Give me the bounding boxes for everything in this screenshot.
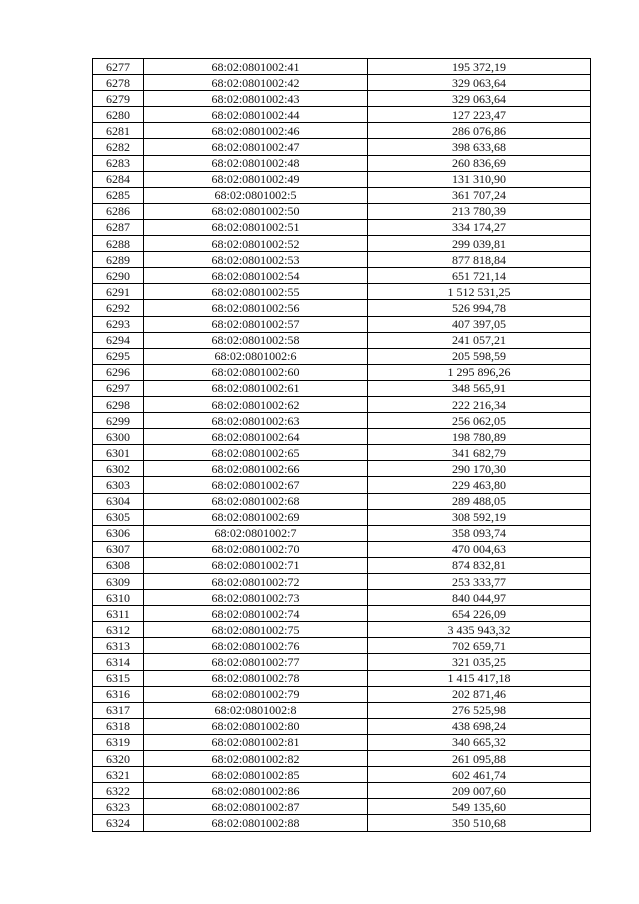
table-row [93, 445, 591, 461]
value-cell: 222 216,34 [368, 396, 591, 412]
row-number-cell: 6286 [93, 203, 144, 219]
table-row [93, 380, 591, 396]
value-cell: 361 707,24 [368, 187, 591, 203]
value-cell: 209 007,60 [368, 783, 591, 799]
row-number-cell: 6280 [93, 107, 144, 123]
cadastral-number-cell: 68:02:0801002:57 [144, 316, 368, 332]
value-cell: 202 871,46 [368, 686, 591, 702]
table-row [93, 187, 591, 203]
row-number-cell: 6317 [93, 702, 144, 718]
cadastral-number-cell: 68:02:0801002:88 [144, 815, 368, 831]
row-number-cell: 6277 [93, 59, 144, 75]
value-cell: 398 633,68 [368, 139, 591, 155]
table-row [93, 718, 591, 734]
table-row [93, 75, 591, 91]
row-number-cell: 6292 [93, 300, 144, 316]
cadastral-number-cell: 68:02:0801002:80 [144, 718, 368, 734]
table-row [93, 477, 591, 493]
row-number-cell: 6295 [93, 348, 144, 364]
table-row [93, 91, 591, 107]
row-number-cell: 6303 [93, 477, 144, 493]
cadastral-number-cell: 68:02:0801002:42 [144, 75, 368, 91]
table-row [93, 799, 591, 815]
cadastral-number-cell: 68:02:0801002:64 [144, 429, 368, 445]
value-cell: 286 076,86 [368, 123, 591, 139]
value-cell: 340 665,32 [368, 734, 591, 750]
cadastral-number-cell: 68:02:0801002:6 [144, 348, 368, 364]
row-number-cell: 6288 [93, 236, 144, 252]
value-cell: 341 682,79 [368, 445, 591, 461]
row-number-cell: 6299 [93, 413, 144, 429]
table-row [93, 509, 591, 525]
row-number-cell: 6323 [93, 799, 144, 815]
row-number-cell: 6289 [93, 252, 144, 268]
cadastral-number-cell: 68:02:0801002:87 [144, 799, 368, 815]
table-row [93, 203, 591, 219]
cadastral-number-cell: 68:02:0801002:43 [144, 91, 368, 107]
cadastral-number-cell: 68:02:0801002:66 [144, 461, 368, 477]
table-row [93, 219, 591, 235]
value-cell: 877 818,84 [368, 252, 591, 268]
table-row [93, 541, 591, 557]
table-body [93, 59, 591, 832]
cadastral-number-cell: 68:02:0801002:86 [144, 783, 368, 799]
table-row [93, 638, 591, 654]
table-row [93, 236, 591, 252]
cadastral-number-cell: 68:02:0801002:47 [144, 139, 368, 155]
value-cell: 329 063,64 [368, 91, 591, 107]
cadastral-number-cell: 68:02:0801002:58 [144, 332, 368, 348]
table-row [93, 364, 591, 380]
cadastral-number-cell: 68:02:0801002:77 [144, 654, 368, 670]
row-number-cell: 6313 [93, 638, 144, 654]
table-row [93, 622, 591, 638]
table-row [93, 332, 591, 348]
row-number-cell: 6301 [93, 445, 144, 461]
table-row [93, 606, 591, 622]
row-number-cell: 6309 [93, 574, 144, 590]
cadastral-number-cell: 68:02:0801002:82 [144, 751, 368, 767]
row-number-cell: 6279 [93, 91, 144, 107]
row-number-cell: 6293 [93, 316, 144, 332]
value-cell: 229 463,80 [368, 477, 591, 493]
row-number-cell: 6296 [93, 364, 144, 380]
table-row [93, 284, 591, 300]
value-cell: 602 461,74 [368, 767, 591, 783]
cadastral-number-cell: 68:02:0801002:53 [144, 252, 368, 268]
row-number-cell: 6294 [93, 332, 144, 348]
row-number-cell: 6319 [93, 734, 144, 750]
cadastral-number-cell: 68:02:0801002:65 [144, 445, 368, 461]
value-cell: 840 044,97 [368, 590, 591, 606]
cadastral-number-cell: 68:02:0801002:50 [144, 203, 368, 219]
row-number-cell: 6285 [93, 187, 144, 203]
row-number-cell: 6300 [93, 429, 144, 445]
cadastral-number-cell: 68:02:0801002:52 [144, 236, 368, 252]
cadastral-number-cell: 68:02:0801002:44 [144, 107, 368, 123]
row-number-cell: 6312 [93, 622, 144, 638]
table-row [93, 123, 591, 139]
row-number-cell: 6310 [93, 590, 144, 606]
value-cell: 276 525,98 [368, 702, 591, 718]
row-number-cell: 6302 [93, 461, 144, 477]
value-cell: 348 565,91 [368, 380, 591, 396]
cadastral-number-cell: 68:02:0801002:54 [144, 268, 368, 284]
value-cell: 205 598,59 [368, 348, 591, 364]
row-number-cell: 6320 [93, 751, 144, 767]
table-row [93, 348, 591, 364]
cadastral-number-cell: 68:02:0801002:41 [144, 59, 368, 75]
row-number-cell: 6311 [93, 606, 144, 622]
cadastral-number-cell: 68:02:0801002:8 [144, 702, 368, 718]
value-cell: 260 836,69 [368, 155, 591, 171]
cadastral-number-cell: 68:02:0801002:68 [144, 493, 368, 509]
value-cell: 198 780,89 [368, 429, 591, 445]
value-cell: 407 397,05 [368, 316, 591, 332]
row-number-cell: 6298 [93, 396, 144, 412]
value-cell: 358 093,74 [368, 525, 591, 541]
table-row [93, 670, 591, 686]
value-cell: 289 488,05 [368, 493, 591, 509]
table-row [93, 171, 591, 187]
value-cell: 350 510,68 [368, 815, 591, 831]
table-row [93, 396, 591, 412]
row-number-cell: 6283 [93, 155, 144, 171]
table-row [93, 139, 591, 155]
table-row [93, 590, 591, 606]
table-row [93, 557, 591, 573]
value-cell: 321 035,25 [368, 654, 591, 670]
value-cell: 261 095,88 [368, 751, 591, 767]
value-cell: 3 435 943,32 [368, 622, 591, 638]
value-cell: 195 372,19 [368, 59, 591, 75]
table-row [93, 252, 591, 268]
cadastral-number-cell: 68:02:0801002:72 [144, 574, 368, 590]
cadastral-number-cell: 68:02:0801002:81 [144, 734, 368, 750]
row-number-cell: 6307 [93, 541, 144, 557]
table-row [93, 525, 591, 541]
value-cell: 256 062,05 [368, 413, 591, 429]
value-cell: 651 721,14 [368, 268, 591, 284]
cadastral-number-cell: 68:02:0801002:85 [144, 767, 368, 783]
cadastral-number-cell: 68:02:0801002:51 [144, 219, 368, 235]
table-row [93, 300, 591, 316]
value-cell: 241 057,21 [368, 332, 591, 348]
row-number-cell: 6324 [93, 815, 144, 831]
table-row [93, 461, 591, 477]
cadastral-number-cell: 68:02:0801002:46 [144, 123, 368, 139]
row-number-cell: 6314 [93, 654, 144, 670]
row-number-cell: 6315 [93, 670, 144, 686]
cadastral-number-cell: 68:02:0801002:49 [144, 171, 368, 187]
table-row [93, 493, 591, 509]
value-cell: 127 223,47 [368, 107, 591, 123]
cadastral-number-cell: 68:02:0801002:7 [144, 525, 368, 541]
cadastral-number-cell: 68:02:0801002:70 [144, 541, 368, 557]
table-row [93, 686, 591, 702]
row-number-cell: 6318 [93, 718, 144, 734]
cadastral-number-cell: 68:02:0801002:79 [144, 686, 368, 702]
value-cell: 1 295 896,26 [368, 364, 591, 380]
value-cell: 654 226,09 [368, 606, 591, 622]
row-number-cell: 6322 [93, 783, 144, 799]
cadastral-number-cell: 68:02:0801002:71 [144, 557, 368, 573]
cadastral-number-cell: 68:02:0801002:60 [144, 364, 368, 380]
table-row [93, 734, 591, 750]
cadastral-number-cell: 68:02:0801002:74 [144, 606, 368, 622]
row-number-cell: 6284 [93, 171, 144, 187]
value-cell: 526 994,78 [368, 300, 591, 316]
value-cell: 549 135,60 [368, 799, 591, 815]
row-number-cell: 6291 [93, 284, 144, 300]
cadastral-number-cell: 68:02:0801002:67 [144, 477, 368, 493]
cadastral-number-cell: 68:02:0801002:56 [144, 300, 368, 316]
cadastral-number-cell: 68:02:0801002:61 [144, 380, 368, 396]
cadastral-number-cell: 68:02:0801002:55 [144, 284, 368, 300]
cadastral-number-cell: 68:02:0801002:75 [144, 622, 368, 638]
row-number-cell: 6297 [93, 380, 144, 396]
cadastral-number-cell: 68:02:0801002:73 [144, 590, 368, 606]
row-number-cell: 6304 [93, 493, 144, 509]
value-cell: 308 592,19 [368, 509, 591, 525]
table-row [93, 429, 591, 445]
cadastral-number-cell: 68:02:0801002:76 [144, 638, 368, 654]
table-row [93, 155, 591, 171]
value-cell: 213 780,39 [368, 203, 591, 219]
value-cell: 470 004,63 [368, 541, 591, 557]
table-row [93, 413, 591, 429]
cadastral-number-cell: 68:02:0801002:63 [144, 413, 368, 429]
value-cell: 702 659,71 [368, 638, 591, 654]
row-number-cell: 6306 [93, 525, 144, 541]
row-number-cell: 6305 [93, 509, 144, 525]
value-cell: 253 333,77 [368, 574, 591, 590]
value-cell: 1 512 531,25 [368, 284, 591, 300]
value-cell: 438 698,24 [368, 718, 591, 734]
row-number-cell: 6316 [93, 686, 144, 702]
value-cell: 290 170,30 [368, 461, 591, 477]
value-cell: 299 039,81 [368, 236, 591, 252]
table-row [93, 59, 591, 75]
value-cell: 874 832,81 [368, 557, 591, 573]
row-number-cell: 6278 [93, 75, 144, 91]
table-row [93, 316, 591, 332]
table-row [93, 783, 591, 799]
table-row [93, 107, 591, 123]
value-cell: 329 063,64 [368, 75, 591, 91]
row-number-cell: 6290 [93, 268, 144, 284]
cadastral-number-cell: 68:02:0801002:69 [144, 509, 368, 525]
table-row [93, 751, 591, 767]
row-number-cell: 6282 [93, 139, 144, 155]
table-row [93, 767, 591, 783]
cadastral-number-cell: 68:02:0801002:78 [144, 670, 368, 686]
table-row [93, 268, 591, 284]
table-row [93, 815, 591, 831]
table-row [93, 654, 591, 670]
row-number-cell: 6321 [93, 767, 144, 783]
cadastral-value-table [92, 58, 591, 832]
table-row [93, 574, 591, 590]
row-number-cell: 6287 [93, 219, 144, 235]
value-cell: 1 415 417,18 [368, 670, 591, 686]
value-cell: 131 310,90 [368, 171, 591, 187]
cadastral-number-cell: 68:02:0801002:48 [144, 155, 368, 171]
cadastral-number-cell: 68:02:0801002:62 [144, 396, 368, 412]
row-number-cell: 6281 [93, 123, 144, 139]
row-number-cell: 6308 [93, 557, 144, 573]
table-row [93, 702, 591, 718]
value-cell: 334 174,27 [368, 219, 591, 235]
cadastral-number-cell: 68:02:0801002:5 [144, 187, 368, 203]
